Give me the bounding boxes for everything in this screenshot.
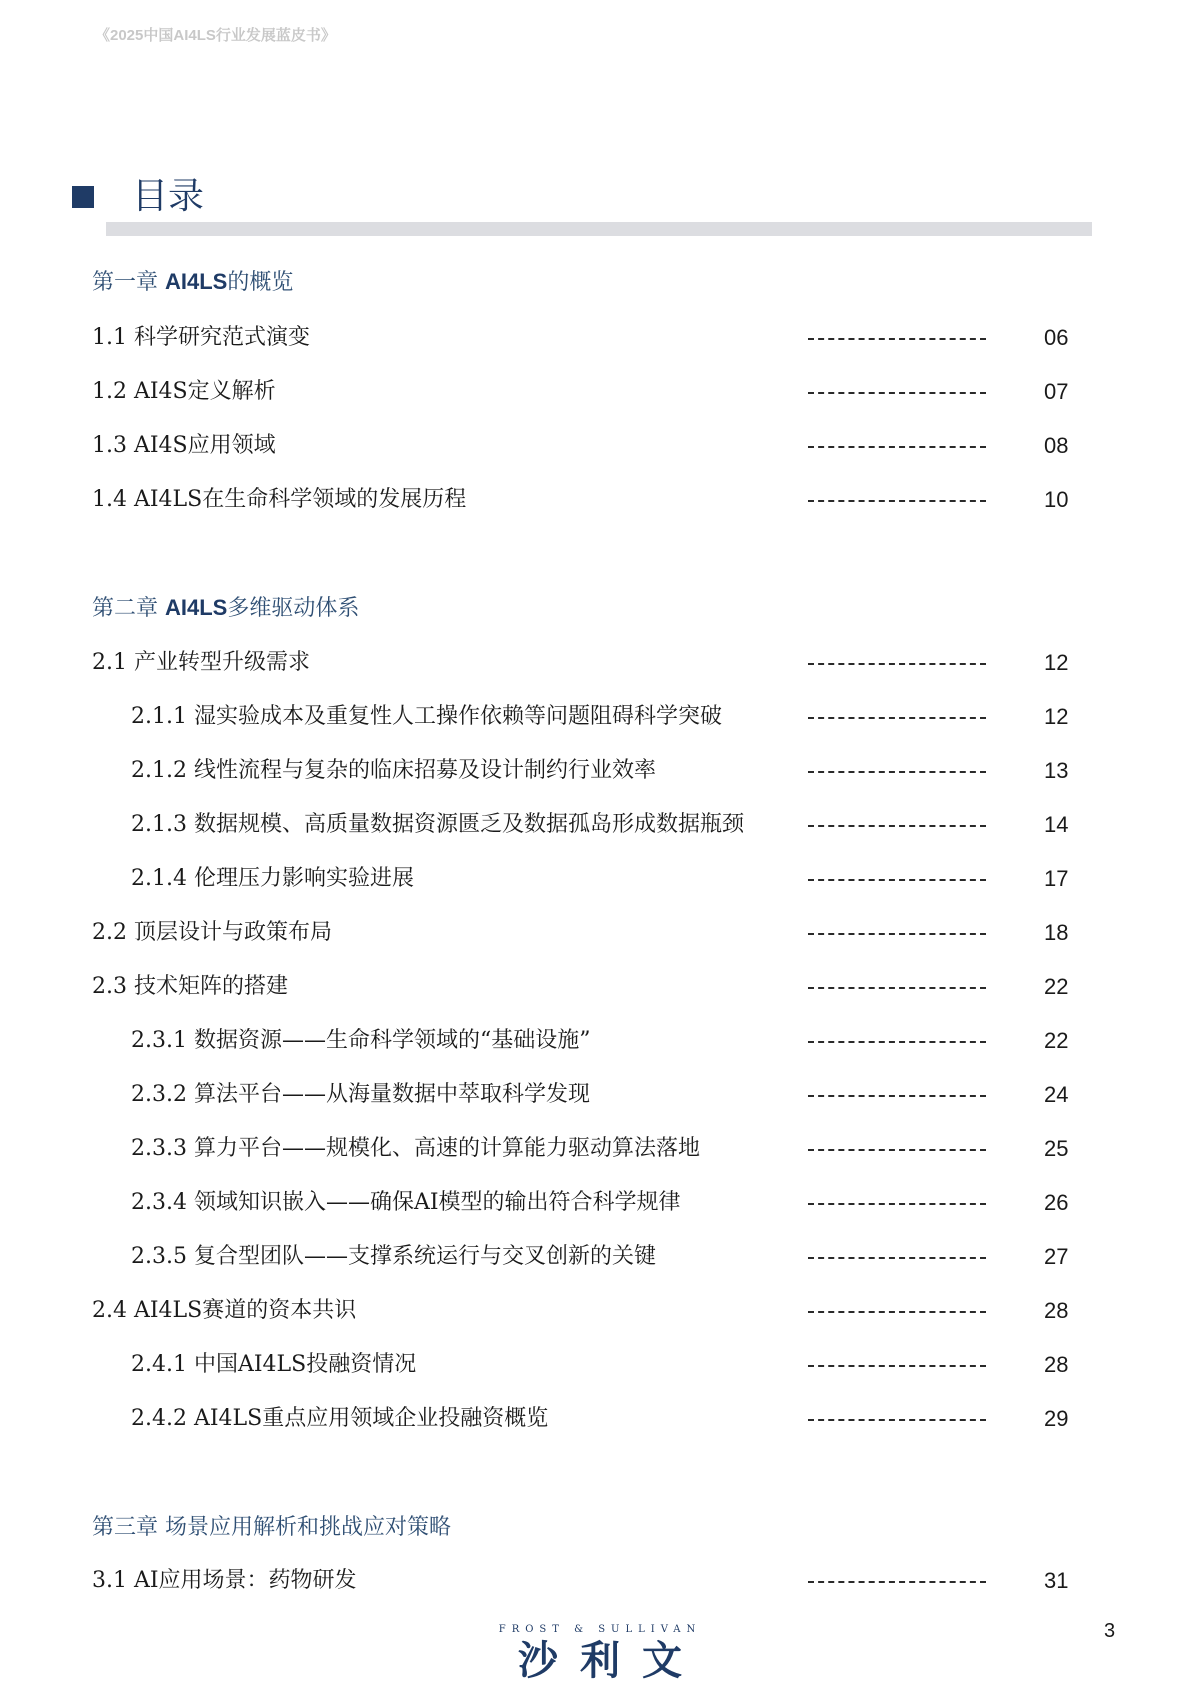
toc-entry-label: 2.2 顶层设计与政策布局: [92, 920, 332, 945]
toc-leader-dashes: [808, 500, 986, 502]
toc-entry-label: 2.3.3 算力平台——规模化、高速的计算能力驱动算法落地: [131, 1136, 700, 1161]
toc-page-number: 18: [1044, 920, 1069, 945]
toc-entry[interactable]: [0, 322, 1200, 354]
toc-page-number: 12: [1044, 704, 1069, 729]
document-header-title: 《2025中国AI4LS行业发展蓝皮书》: [95, 27, 336, 44]
page-number: 3: [1104, 1620, 1116, 1642]
toc-leader-dashes: [808, 1041, 986, 1043]
toc-page-number: 31: [1044, 1568, 1069, 1593]
chapter-prefix: 第三章 场景应用解析和挑战应对策略: [92, 1515, 451, 1540]
toc-entry[interactable]: [0, 430, 1200, 462]
toc-entry-label: 1.2 AI4S定义解析: [92, 379, 276, 404]
chapter-ai-term: AI4LS: [165, 595, 228, 620]
toc-page-number: 06: [1044, 325, 1069, 350]
toc-page-number: 29: [1044, 1406, 1069, 1431]
toc-entry-label: 2.4.1 中国AI4LS投融资情况: [131, 1352, 417, 1377]
toc-page-number: 27: [1044, 1244, 1069, 1269]
toc-entry-label: 2.1.3 数据规模、高质量数据资源匮乏及数据孤岛形成数据瓶颈: [131, 812, 744, 837]
toc-subentry[interactable]: [0, 863, 1200, 895]
toc-page-number: 13: [1044, 758, 1069, 783]
toc-leader-dashes: [808, 663, 986, 665]
toc-leader-dashes: [808, 717, 986, 719]
toc-page-number: 08: [1044, 433, 1069, 458]
chapter-prefix: 第一章: [92, 270, 165, 295]
toc-entry-label: 2.3.5 复合型团队——支撑系统运行与交叉创新的关键: [131, 1244, 656, 1269]
title-underline-bar: [106, 222, 1092, 236]
chapter-prefix: 第二章: [92, 596, 165, 621]
toc-leader-dashes: [808, 1581, 986, 1583]
toc-entry-label: 2.1.2 线性流程与复杂的临床招募及设计制约行业效率: [131, 758, 656, 783]
toc-page-number: 22: [1044, 974, 1069, 999]
chapter-heading-2[interactable]: [92, 593, 359, 624]
toc-subentry[interactable]: [0, 1187, 1200, 1219]
toc-entry[interactable]: [0, 376, 1200, 408]
toc-entry-label: 2.3.1 数据资源——生命科学领域的“基础设施”: [131, 1028, 591, 1053]
toc-page-number: 24: [1044, 1082, 1069, 1107]
toc-page-number: 25: [1044, 1136, 1069, 1161]
toc-page-number: 10: [1044, 487, 1069, 512]
toc-subentry[interactable]: [0, 755, 1200, 787]
toc-page-number: 26: [1044, 1190, 1069, 1215]
toc-leader-dashes: [808, 1365, 986, 1367]
toc-leader-dashes: [808, 338, 986, 340]
toc-subentry[interactable]: [0, 701, 1200, 733]
toc-leader-dashes: [808, 771, 986, 773]
chapter-ai-term: AI4LS: [165, 269, 228, 294]
toc-page-number: 07: [1044, 379, 1069, 404]
toc-leader-dashes: [808, 1419, 986, 1421]
toc-leader-dashes: [808, 879, 986, 881]
toc-page-number: 28: [1044, 1298, 1069, 1323]
toc-entry[interactable]: [0, 1565, 1200, 1597]
toc-entry[interactable]: [0, 1295, 1200, 1327]
toc-entry-label: 2.1.4 伦理压力影响实验进展: [131, 866, 414, 891]
toc-leader-dashes: [808, 825, 986, 827]
toc-leader-dashes: [808, 1095, 986, 1097]
toc-page-number: 22: [1044, 1028, 1069, 1053]
logo-chinese-text: 沙利文: [518, 1638, 704, 1684]
square-bullet-icon: [72, 186, 94, 208]
toc-entry[interactable]: [0, 484, 1200, 516]
toc-entry-label: 1.4 AI4LS在生命科学领域的发展历程: [92, 487, 467, 512]
frost-sullivan-logo: [490, 1624, 710, 1683]
toc-entry-label: 1.3 AI4S应用领域: [92, 433, 276, 458]
toc-page-number: 28: [1044, 1352, 1069, 1377]
toc-entry-label: 2.4 AI4LS赛道的资本共识: [92, 1298, 357, 1323]
toc-entry-label: 2.4.2 AI4LS重点应用领域企业投融资概览: [131, 1406, 549, 1431]
toc-entry-label: 2.3.2 算法平台——从海量数据中萃取科学发现: [131, 1082, 590, 1107]
toc-title: 目录: [132, 176, 205, 217]
toc-entry-label: 1.1 科学研究范式演变: [92, 325, 310, 350]
toc-leader-dashes: [808, 446, 986, 448]
toc-leader-dashes: [808, 392, 986, 394]
toc-subentry[interactable]: [0, 1025, 1200, 1057]
chapter-heading-1[interactable]: [92, 267, 293, 298]
toc-subentry[interactable]: [0, 809, 1200, 841]
toc-subentry[interactable]: [0, 1403, 1200, 1435]
toc-subentry[interactable]: [0, 1133, 1200, 1165]
chapter-suffix: 的概览: [227, 270, 294, 295]
toc-entry-label: 2.1 产业转型升级需求: [92, 650, 310, 675]
toc-leader-dashes: [808, 933, 986, 935]
toc-entry[interactable]: [0, 917, 1200, 949]
toc-subentry[interactable]: [0, 1241, 1200, 1273]
chapter-suffix: 多维驱动体系: [227, 596, 360, 621]
toc-leader-dashes: [808, 987, 986, 989]
chapter-heading-3[interactable]: [92, 1512, 451, 1543]
toc-entry-label: 3.1 AI应用场景：药物研发: [92, 1568, 357, 1593]
toc-entry[interactable]: [0, 647, 1200, 679]
toc-entry-label: 2.1.1 湿实验成本及重复性人工操作依赖等问题阻碍科学突破: [131, 704, 722, 729]
toc-subentry[interactable]: [0, 1349, 1200, 1381]
toc-page-number: 12: [1044, 650, 1069, 675]
toc-entry-label: 2.3.4 领域知识嵌入——确保AI模型的输出符合科学规律: [131, 1190, 681, 1215]
toc-subentry[interactable]: [0, 1079, 1200, 1111]
logo-english-text: FROST & SULLIVAN: [498, 1624, 702, 1635]
toc-leader-dashes: [808, 1311, 986, 1313]
toc-leader-dashes: [808, 1203, 986, 1205]
toc-leader-dashes: [808, 1257, 986, 1259]
toc-leader-dashes: [808, 1149, 986, 1151]
toc-entry[interactable]: [0, 971, 1200, 1003]
toc-page-number: 17: [1044, 866, 1069, 891]
toc-page-number: 14: [1044, 812, 1069, 837]
toc-entry-label: 2.3 技术矩阵的搭建: [92, 974, 288, 999]
